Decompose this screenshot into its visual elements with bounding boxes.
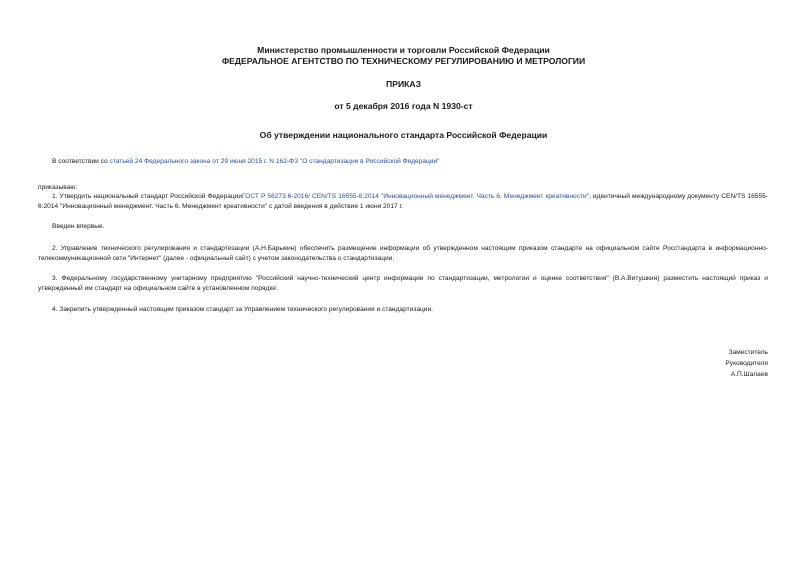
signature-position-1: Заместитель: [728, 349, 768, 356]
ministry-title: Министерство промышленности и торговли Российской Федерации: [257, 45, 550, 55]
paragraph-1-suffix: , идентичный международному документу CEN/TS 16555-6:2014 "Инновационный менеджмент. Часть 6. Менеджмент креативности" с датой введения в действие 1 июня 2017 г.: [38, 193, 768, 210]
signature-block: [725, 347, 768, 380]
paragraph-1: [38, 192, 768, 212]
basis-prefix: В соответствии со: [52, 158, 110, 165]
signature-name: А.П.Шалаев: [730, 371, 768, 378]
document-type: ПРИКАЗ: [386, 79, 421, 89]
document-subject: Об утверждении национального стандарта Российской Федерации: [259, 130, 548, 140]
standard-link[interactable]: ГОСТ Р 56273.6-2016/ CEN/TS 16555-6:2014 "Инновационный менеджмент. Часть 6. Менеджмент креативности": [242, 193, 590, 200]
paragraph-1-prefix: 1. Утвердить национальный стандарт Российской Федерации: [52, 193, 243, 200]
paragraph-4: 4. Закрепить утвержденный настоящим приказом стандарт за Управлением технического регулирования и стандартизации.: [52, 306, 433, 313]
signature-position-2: Руководителя: [725, 360, 768, 367]
document-date-number: от 5 декабря 2016 года N 1930-ст: [334, 101, 473, 111]
agency-title: ФЕДЕРАЛЬНОЕ АГЕНТСТВО ПО ТЕХНИЧЕСКОМУ РЕГУЛИРОВАНИЮ И МЕТРОЛОГИИ: [221, 56, 586, 66]
introduced-note: Введен впервые.: [52, 223, 105, 230]
paragraph-3: 3. Федеральному государственному унитарному предприятию "Российский научно-технический центр информации по стандартизации, метрологии и оценке соответствия" (В.А.Витушкин) разместить настоящий приказ и утвержденный им стандарт на официальном сайте в установленном порядке.: [38, 275, 768, 292]
paragraph-2: 2. Управление технического регулирования и стандартизации (А.Н.Барыкин) обеспечить размещение информации об утвержденном настоящим приказом стандарте на официальном сайте Росстандарта в информационно-телекоммуникационной сети "Интернет" (далее - официальный сайт) с учетом законодательства о стандартизации.: [38, 245, 768, 262]
basis-paragraph: [38, 157, 768, 167]
order-word: приказываю:: [38, 184, 78, 191]
federal-law-link[interactable]: статьей 24 Федерального закона от 29 июня 2015 г. N 162-ФЗ "О стандартизации в Российской Федерации": [109, 158, 440, 165]
